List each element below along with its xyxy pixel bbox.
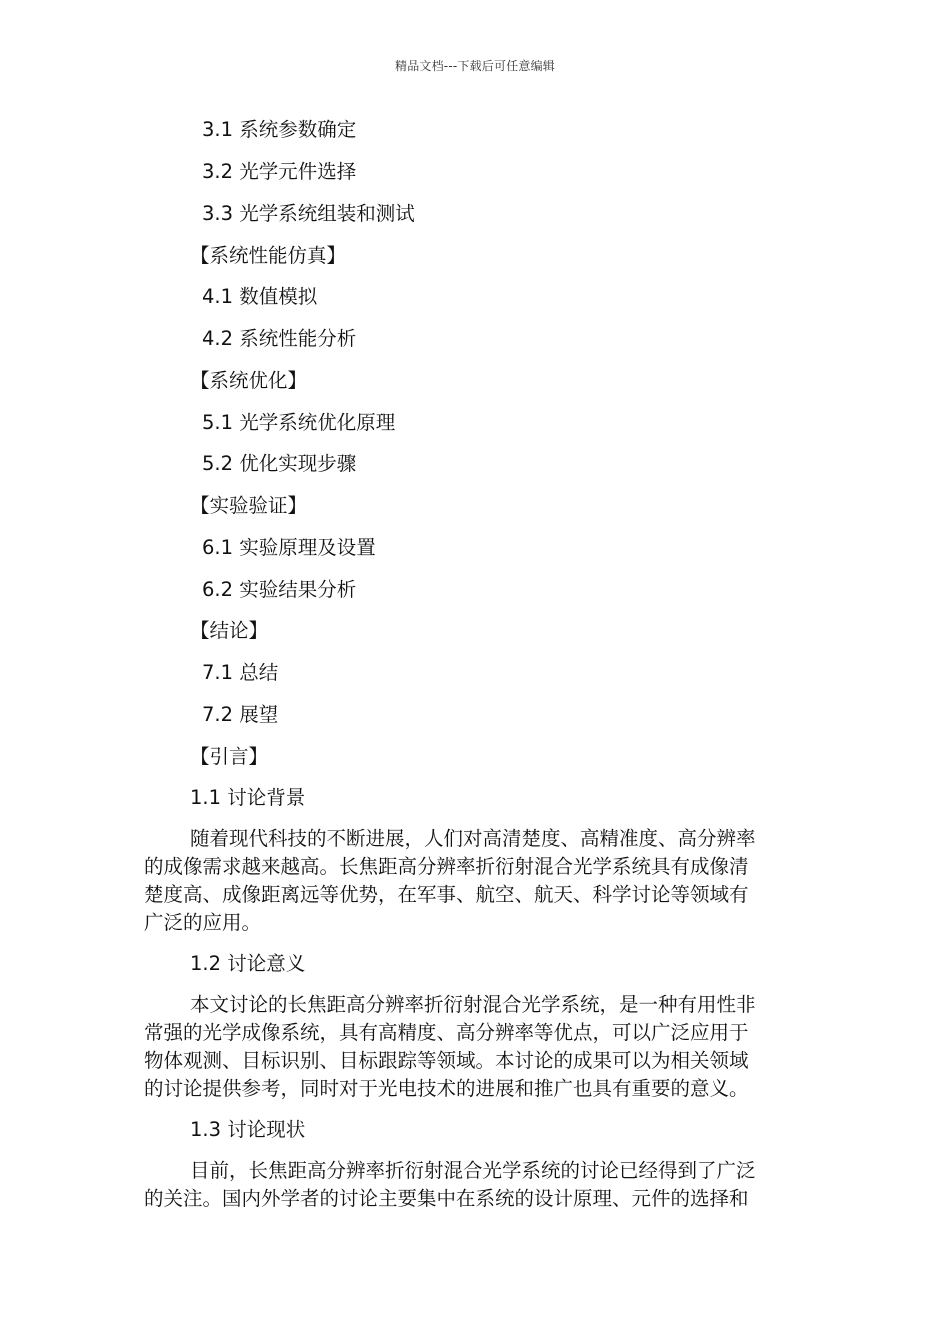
toc-item: 5.1 光学系统优化原理 <box>202 411 396 434</box>
paragraph <box>144 825 794 937</box>
paragraph-line: 本文讨论的长焦距高分辨率折衍射混合光学系统，是一种有用性非 <box>190 993 756 1016</box>
toc-item: 7.2 展望 <box>202 703 279 726</box>
toc-item: 4.2 系统性能分析 <box>202 327 357 350</box>
toc-item: 3.3 光学系统组装和测试 <box>202 202 415 225</box>
paragraph-line: 物体观测、目标识别、目标跟踪等领域。本讨论的成果可以为相关领域 <box>144 1049 749 1072</box>
section-heading: 1.1 讨论背景 <box>190 786 306 809</box>
paragraph <box>144 1157 794 1213</box>
toc-section: 【结论】 <box>190 619 269 642</box>
paragraph-line: 的关注。国内外学者的讨论主要集中在系统的设计原理、元件的选择和 <box>144 1187 749 1210</box>
toc-item: 5.2 优化实现步骤 <box>202 452 357 475</box>
paragraph-line: 随着现代科技的不断进展，人们对高清楚度、高精准度、高分辨率 <box>190 827 756 850</box>
toc-section: 【引言】 <box>190 745 269 768</box>
section-heading: 1.3 讨论现状 <box>190 1118 306 1141</box>
paragraph-line: 目前，长焦距高分辨率折衍射混合光学系统的讨论已经得到了广泛 <box>190 1159 756 1182</box>
paragraph-line: 的成像需求越来越高。长焦距高分辨率折衍射混合光学系统具有成像清 <box>144 855 749 878</box>
paragraph-line: 的讨论提供参考，同时对于光电技术的进展和推广也具有重要的意义。 <box>144 1077 749 1100</box>
toc-section: 【实验验证】 <box>190 494 308 517</box>
toc-item: 4.1 数值模拟 <box>202 285 318 308</box>
toc-item: 7.1 总结 <box>202 661 279 684</box>
section-heading: 1.2 讨论意义 <box>190 952 306 975</box>
paragraph-line: 常强的光学成像系统，具有高精度、高分辨率等优点，可以广泛应用于 <box>144 1021 749 1044</box>
toc-section: 【系统性能仿真】 <box>190 244 347 267</box>
paragraph-line: 广泛的应用。 <box>144 911 262 934</box>
toc-item: 3.1 系统参数确定 <box>202 118 357 141</box>
toc-item: 6.1 实验原理及设置 <box>202 536 376 559</box>
paragraph-line: 楚度高、成像距离远等优势，在军事、航空、航天、科学讨论等领域有 <box>144 883 749 906</box>
paragraph <box>144 991 794 1103</box>
toc-item: 3.2 光学元件选择 <box>202 160 357 183</box>
toc-section: 【系统优化】 <box>190 369 308 392</box>
page-header: 精品文档---下载后可任意编辑 <box>395 59 555 73</box>
toc-item: 6.2 实验结果分析 <box>202 578 357 601</box>
